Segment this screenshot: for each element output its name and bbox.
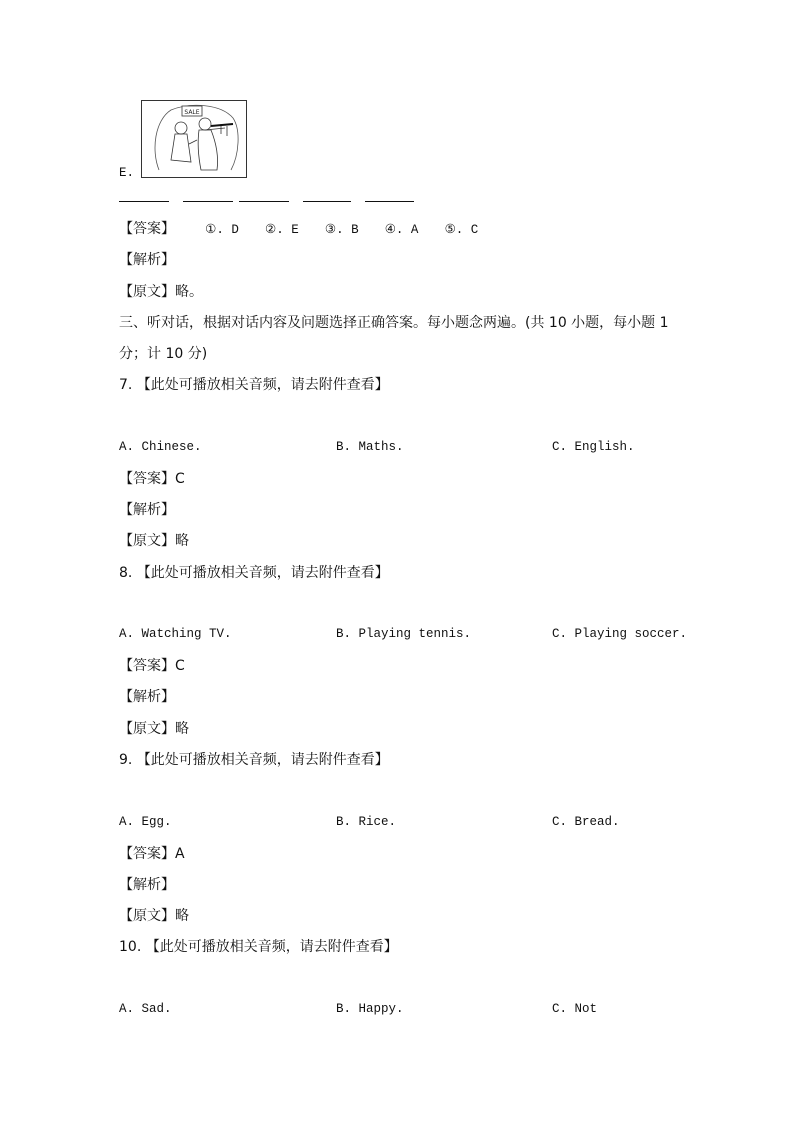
question-9-analysis: 【解析】 <box>119 877 175 893</box>
question-9-answer: 【答案】A <box>119 846 185 862</box>
sale-shopping-picture <box>141 100 247 178</box>
question-10-option-a: A. Sad. <box>119 1002 172 1016</box>
question-8-option-a: A. Watching TV. <box>119 627 232 641</box>
answer-blank-5 <box>365 201 414 202</box>
answer-blank-4 <box>303 201 351 202</box>
question-9-option-b: B. Rice. <box>336 815 397 829</box>
q6-original: 【原文】略。 <box>119 284 203 300</box>
question-10-option-c: C. Not <box>552 1002 598 1016</box>
question-7-analysis: 【解析】 <box>119 502 175 518</box>
picture-e-label: E. <box>119 166 135 180</box>
question-10-option-b: B. Happy. <box>336 1002 404 1016</box>
q6-answer-item: ③. B <box>324 223 359 237</box>
q6-answer-item: ④. A <box>384 223 419 237</box>
question-7-option-a: A. Chinese. <box>119 440 202 454</box>
question-7-option-b: B. Maths. <box>336 440 404 454</box>
question-8-option-c: C. Playing soccer. <box>552 627 688 641</box>
sale-sign-text: SALE <box>184 109 200 116</box>
question-8-title: 8. 【此处可播放相关音频，请去附件查看】 <box>119 565 389 581</box>
question-8-answer: 【答案】C <box>119 658 185 674</box>
question-7-title: 7. 【此处可播放相关音频，请去附件查看】 <box>119 377 389 393</box>
q6-answer-label: 【答案】 <box>119 221 175 237</box>
question-9-option-c: C. Bread. <box>552 815 620 829</box>
q6-answer-item: ①. D <box>205 223 239 237</box>
section3-heading-line1: 三、听对话，根据对话内容及问题选择正确答案。每小题念两遍。(共 10 小题，每小题 1 <box>119 315 669 331</box>
question-9-title: 9. 【此处可播放相关音频，请去附件查看】 <box>119 752 389 768</box>
section3-heading-line2: 分；计 10 分) <box>119 346 208 362</box>
answer-blank-3 <box>239 201 289 202</box>
q6-answer-item: ②. E <box>265 223 299 237</box>
q6-answer-line <box>119 218 500 238</box>
question-8-original: 【原文】略 <box>119 721 189 737</box>
question-9-original: 【原文】略 <box>119 908 189 924</box>
answer-blank-2 <box>183 201 233 202</box>
question-8-analysis: 【解析】 <box>119 689 175 705</box>
question-9-option-a: A. Egg. <box>119 815 172 829</box>
question-7-original: 【原文】略 <box>119 533 189 549</box>
question-7-option-c: C. English. <box>552 440 635 454</box>
q6-analysis: 【解析】 <box>119 252 175 268</box>
sale-illustration <box>141 100 247 178</box>
question-7-answer: 【答案】C <box>119 471 185 487</box>
q6-answer-item: ⑤. C <box>444 223 479 237</box>
question-8-option-b: B. Playing tennis. <box>336 627 472 641</box>
question-10-title: 10. 【此处可播放相关音频，请去附件查看】 <box>119 939 398 955</box>
answer-blank-1 <box>119 201 169 202</box>
